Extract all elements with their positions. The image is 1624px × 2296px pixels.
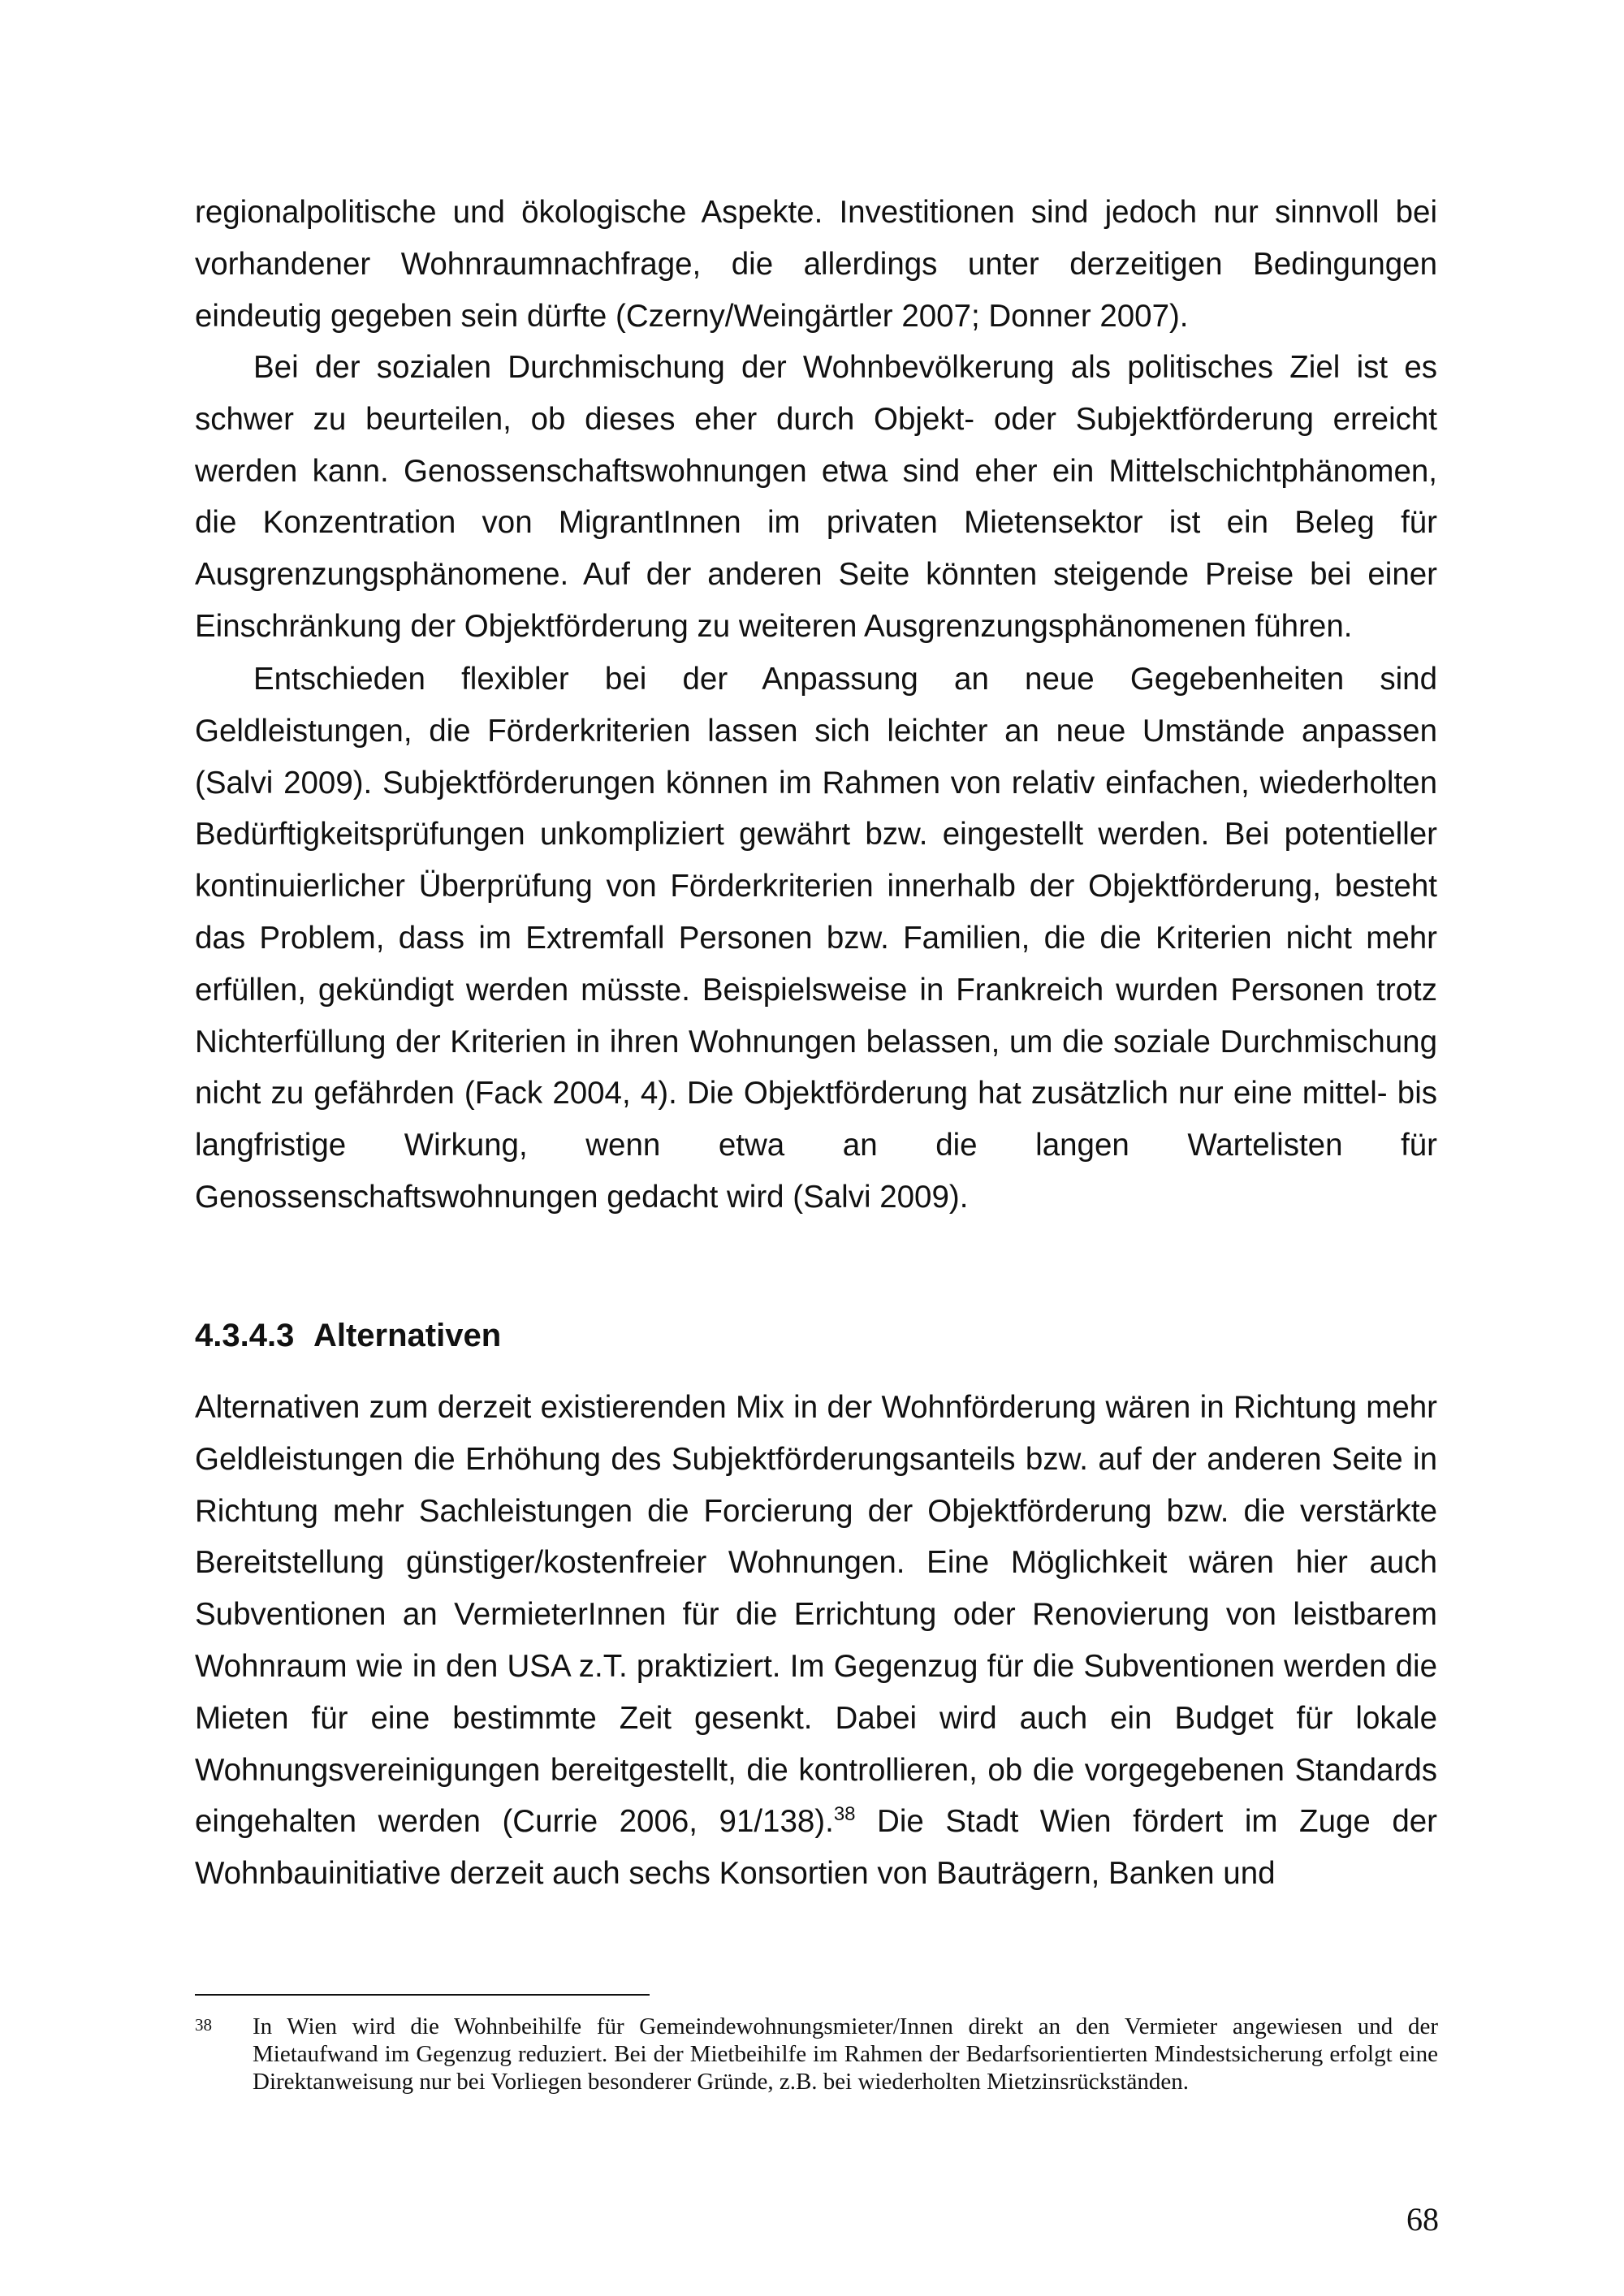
page-number: 68 [1406,2201,1439,2238]
paragraph-alternatives [195,1382,1437,1900]
footnote-number: 38 [195,2015,212,2035]
footnote-reference: 38 [833,1803,856,1826]
paragraph-flexibility [195,654,1437,1224]
paragraph-text: regionalpolitische und ökologische Aspekte. Investitionen sind jedoch nur sinnvoll bei vorhandener Wohnraumnachfrage, die allerdings unter derzeitigen Bedingungen eindeutig gegeben sein dürfte (Czerny/Weingärtler 2007; Donner 2007). [195,195,1437,334]
footnote-separator [195,1994,650,1996]
paragraph-continued [195,187,1437,342]
paragraph-social-mix [195,342,1437,653]
footnote-text: In Wien wird die Wohnbeihilfe für Gemeindewohnungsmieter/Innen direkt an den Vermieter angewiesen und der Mietaufwand im Gegenzug reduziert. Bei der Mietbeihilfe im Rahmen der Bedarfsorientierten Mindestsicherung erfolgt eine Direktanweisung nur bei Vorliegen besonderer Gründe, z.B. bei wiederholten Mietzinsrückständen. [253,2013,1438,2095]
paragraph-text [195,1382,1437,1900]
paragraph-text-part2: Die Stadt Wien fördert im Zuge der Wohnbauinitiative derzeit auch sechs Konsortien von Bauträgern, Banken und [195,1804,1437,1892]
section-title: Alternativen [313,1318,502,1353]
section-number: 4.3.4.3 [195,1318,295,1353]
section-heading [195,1316,501,1355]
paragraph-text: Entschieden flexibler bei der Anpassung an neue Gegebenheiten sind Geldleistungen, die Förderkriterien lassen sich leichter an neue Umstände anpassen (Salvi 2009). Subjektförderungen können im Rahmen von relativ einfachen, wiederholten Bedürftigkeitsprüfungen unkompliziert gewährt bzw. eingestellt werden. Bei potentieller kontinuierlicher Überprüfung von Förderkriterien innerhalb der Objektförderung, besteht das Problem, dass im Extremfall Personen bzw. Familien, die die Kriterien nicht mehr erfüllen, gekündigt werden müsste. Beispielsweise in Frankreich wurden Personen trotz Nichterfüllung der Kriterien in ihren Wohnungen belassen, um die soziale Durchmischung nicht zu gefährden (Fack 2004, 4). Die Objektförderung hat zusätzlich nur eine mittel- bis langfristige Wirkung, wenn etwa an die langen Wartelisten für Genossenschaftswohnungen gedacht wird (Salvi 2009). [195,662,1437,1215]
paragraph-text-part1: Alternativen zum derzeit existierenden Mix in der Wohnförderung wären in Richtung mehr Geldleistungen die Erhöhung des Subjektförderungsanteils bzw. auf der anderen Seite in Richtung mehr Sachleistungen die Forcierung der Objektförderung bzw. die verstärkte Bereitstellung günstiger/kostenfreier Wohnungen. Eine Möglichkeit wären hier auch Subventionen an VermieterInnen für die Errichtung oder Renovierung von leistbarem Wohnraum wie in den USA z.T. praktiziert. Im Gegenzug für die Subventionen werden die Mieten für eine bestimmte Zeit gesenkt. Dabei wird auch ein Budget für lokale Wohnungsvereinigungen bereitgestellt, die kontrollieren, ob die vorgegebenen Standards eingehalten werden (Currie 2006, 91/138). [195,1390,1437,1840]
paragraph-text: Bei der sozialen Durchmischung der Wohnbevölkerung als politisches Ziel ist es schwer zu beurteilen, ob dieses eher durch Objekt- oder Subjektförderung erreicht werden kann. Genossenschaftswohnungen etwa sind eher ein Mittelschichtphänomen, die Konzentration von MigrantInnen im privaten Mietensektor ist ein Beleg für Ausgrenzungsphänomene. Auf der anderen Seite könnten steigende Preise bei einer Einschränkung der Objektförderung zu weiteren Ausgrenzungsphänomenen führen. [195,350,1437,644]
